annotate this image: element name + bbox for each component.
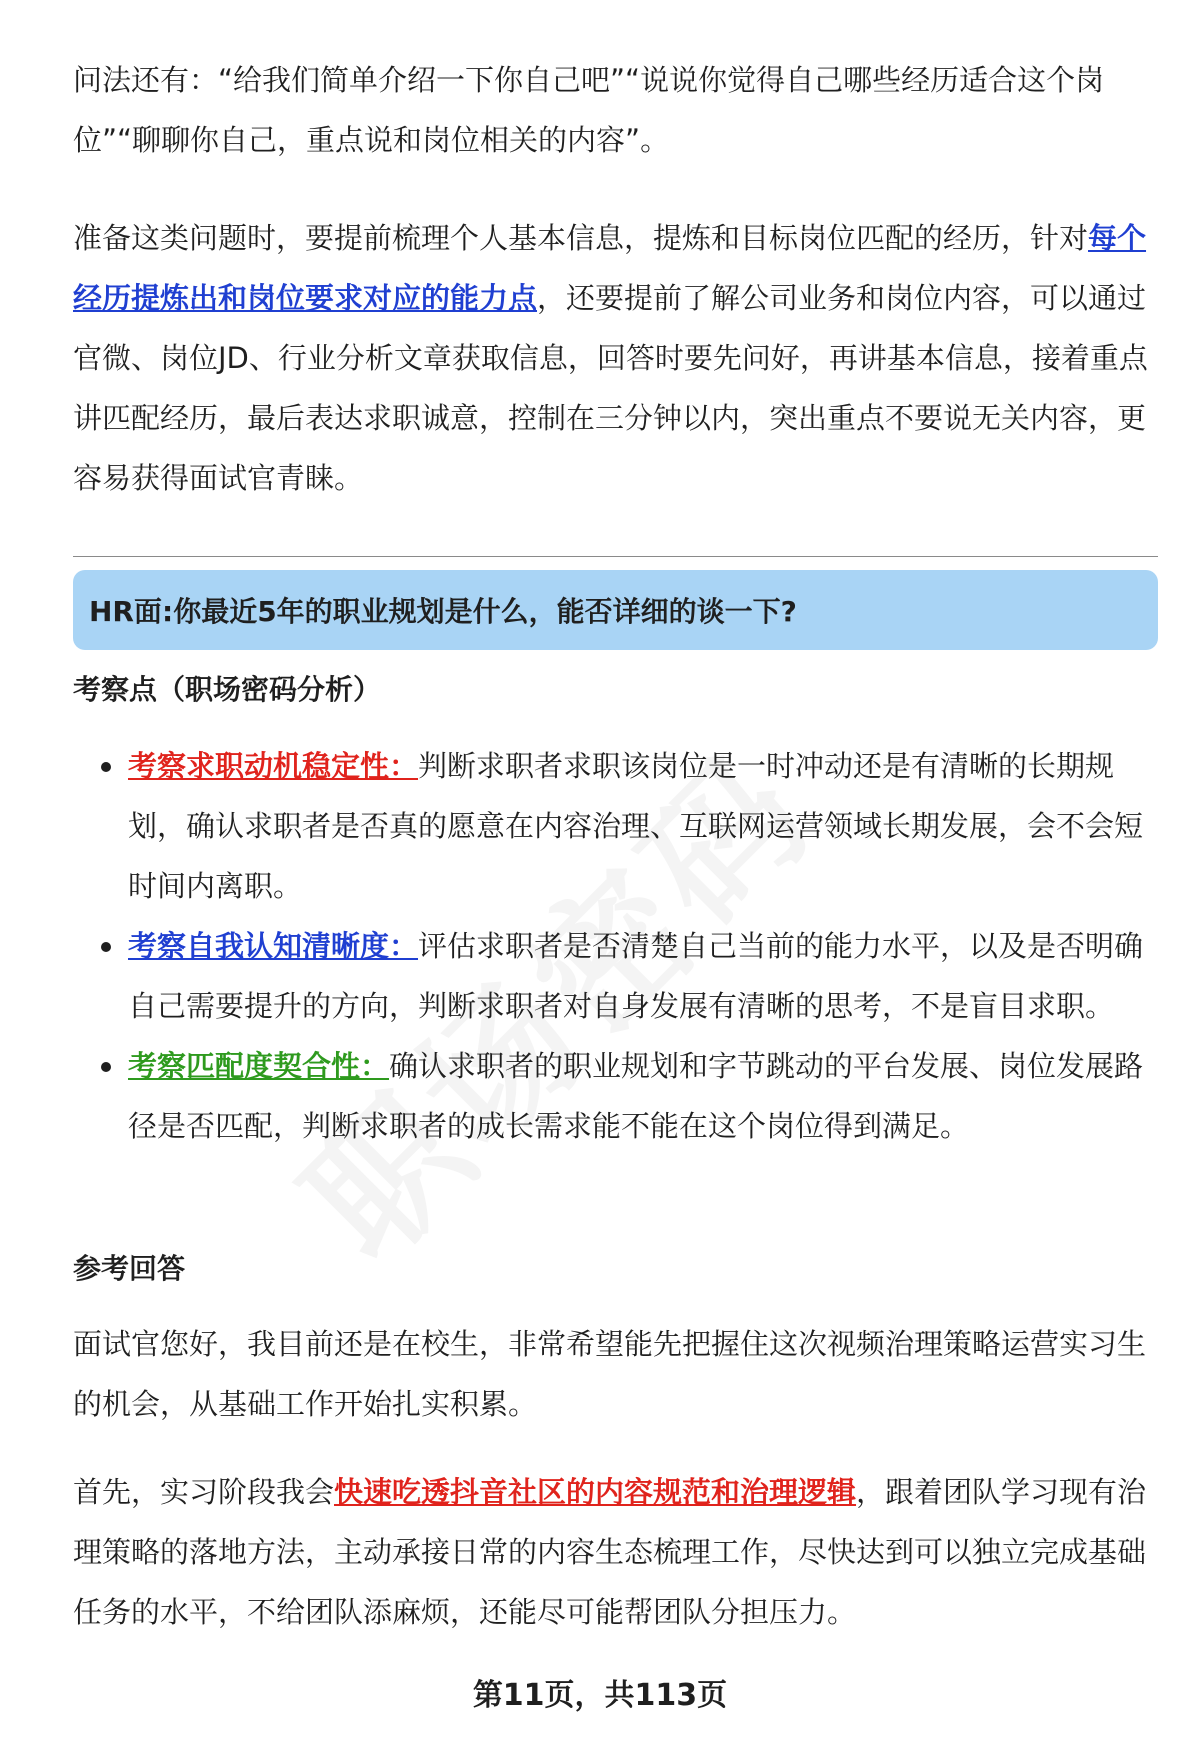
bullet-dot-icon — [101, 762, 111, 772]
bullet-label: 考察求职动机稳定性： — [128, 749, 419, 783]
exam-points-list — [73, 736, 1153, 1156]
question-text: HR面:你最近5年的职业规划是什么，能否详细的谈一下? — [89, 595, 797, 628]
preparation-text-after: ，还要提前了解公司业务和岗位内容，可以通过官微、岗位JD、行业分析文章获取信息，回答时要先问好，再讲基本信息，接着重点讲匹配经历，最后表达求职诚意，控制在三分钟以内，突出重点不要说无关内容，更容易获得面试官青睐。 — [73, 281, 1148, 495]
answer2-text-before: 首先，实习阶段我会 — [73, 1475, 335, 1509]
bullet-text: 确认求职者的职业规划和字节跳动的平台发展、岗位发展路径是否匹配，判断求职者的成长需求能不能在这个岗位得到满足。 — [128, 1049, 1144, 1143]
reference-answer-heading: 参考回答 — [73, 1252, 186, 1285]
section-divider — [73, 556, 1158, 557]
preparation-paragraph — [73, 208, 1153, 508]
bullet-label: 考察自我认知清晰度： — [128, 929, 419, 963]
answer2-text-after: ，跟着团队学习现有治理策略的落地方法，主动承接日常的内容生态梳理工作，尽快达到可以独立完成基础任务的水平，不给团队添麻烦，还能尽可能帮团队分担压力。 — [73, 1475, 1147, 1629]
preparation-text-before: 准备这类问题时，要提前梳理个人基本信息，提炼和目标岗位匹配的经历，针对 — [73, 221, 1089, 255]
exam-points-heading: 考察点（职场密码分析） — [73, 673, 382, 706]
answer2-highlight: 快速吃透抖音社区的内容规范和治理逻辑 — [334, 1475, 857, 1509]
intro-paragraph: 问法还有：“给我们简单介绍一下你自己吧”“说说你觉得自己哪些经历适合这个岗位”“聊聊你自己，重点说和岗位相关的内容”。 — [73, 63, 1105, 157]
list-item — [73, 736, 1153, 916]
bullet-dot-icon — [101, 942, 111, 952]
bullet-text: 评估求职者是否清楚自己当前的能力水平，以及是否明确自己需要提升的方向，判断求职者对自身发展有清晰的思考，不是盲目求职。 — [128, 929, 1144, 1023]
list-item — [73, 916, 1153, 1036]
bullet-label: 考察匹配度契合性： — [128, 1049, 390, 1083]
answer-paragraph-1: 面试官您好，我目前还是在校生，非常希望能先把握住这次视频治理策略运营实习生的机会，从基础工作开始扎实积累。 — [73, 1327, 1147, 1421]
question-box — [73, 570, 1158, 650]
bullet-dot-icon — [101, 1062, 111, 1072]
page-number: 第11页，共113页 — [472, 1678, 728, 1713]
preparation-highlight: 每个经历提炼出和岗位要求对应的能力点 — [73, 221, 1147, 315]
bullet-text: 判断求职者求职该岗位是一时冲动还是有清晰的长期规划，确认求职者是否真的愿意在内容治理、互联网运营领域长期发展，会不会短时间内离职。 — [128, 749, 1144, 903]
list-item — [73, 1036, 1153, 1156]
answer-paragraph-2 — [73, 1462, 1153, 1642]
